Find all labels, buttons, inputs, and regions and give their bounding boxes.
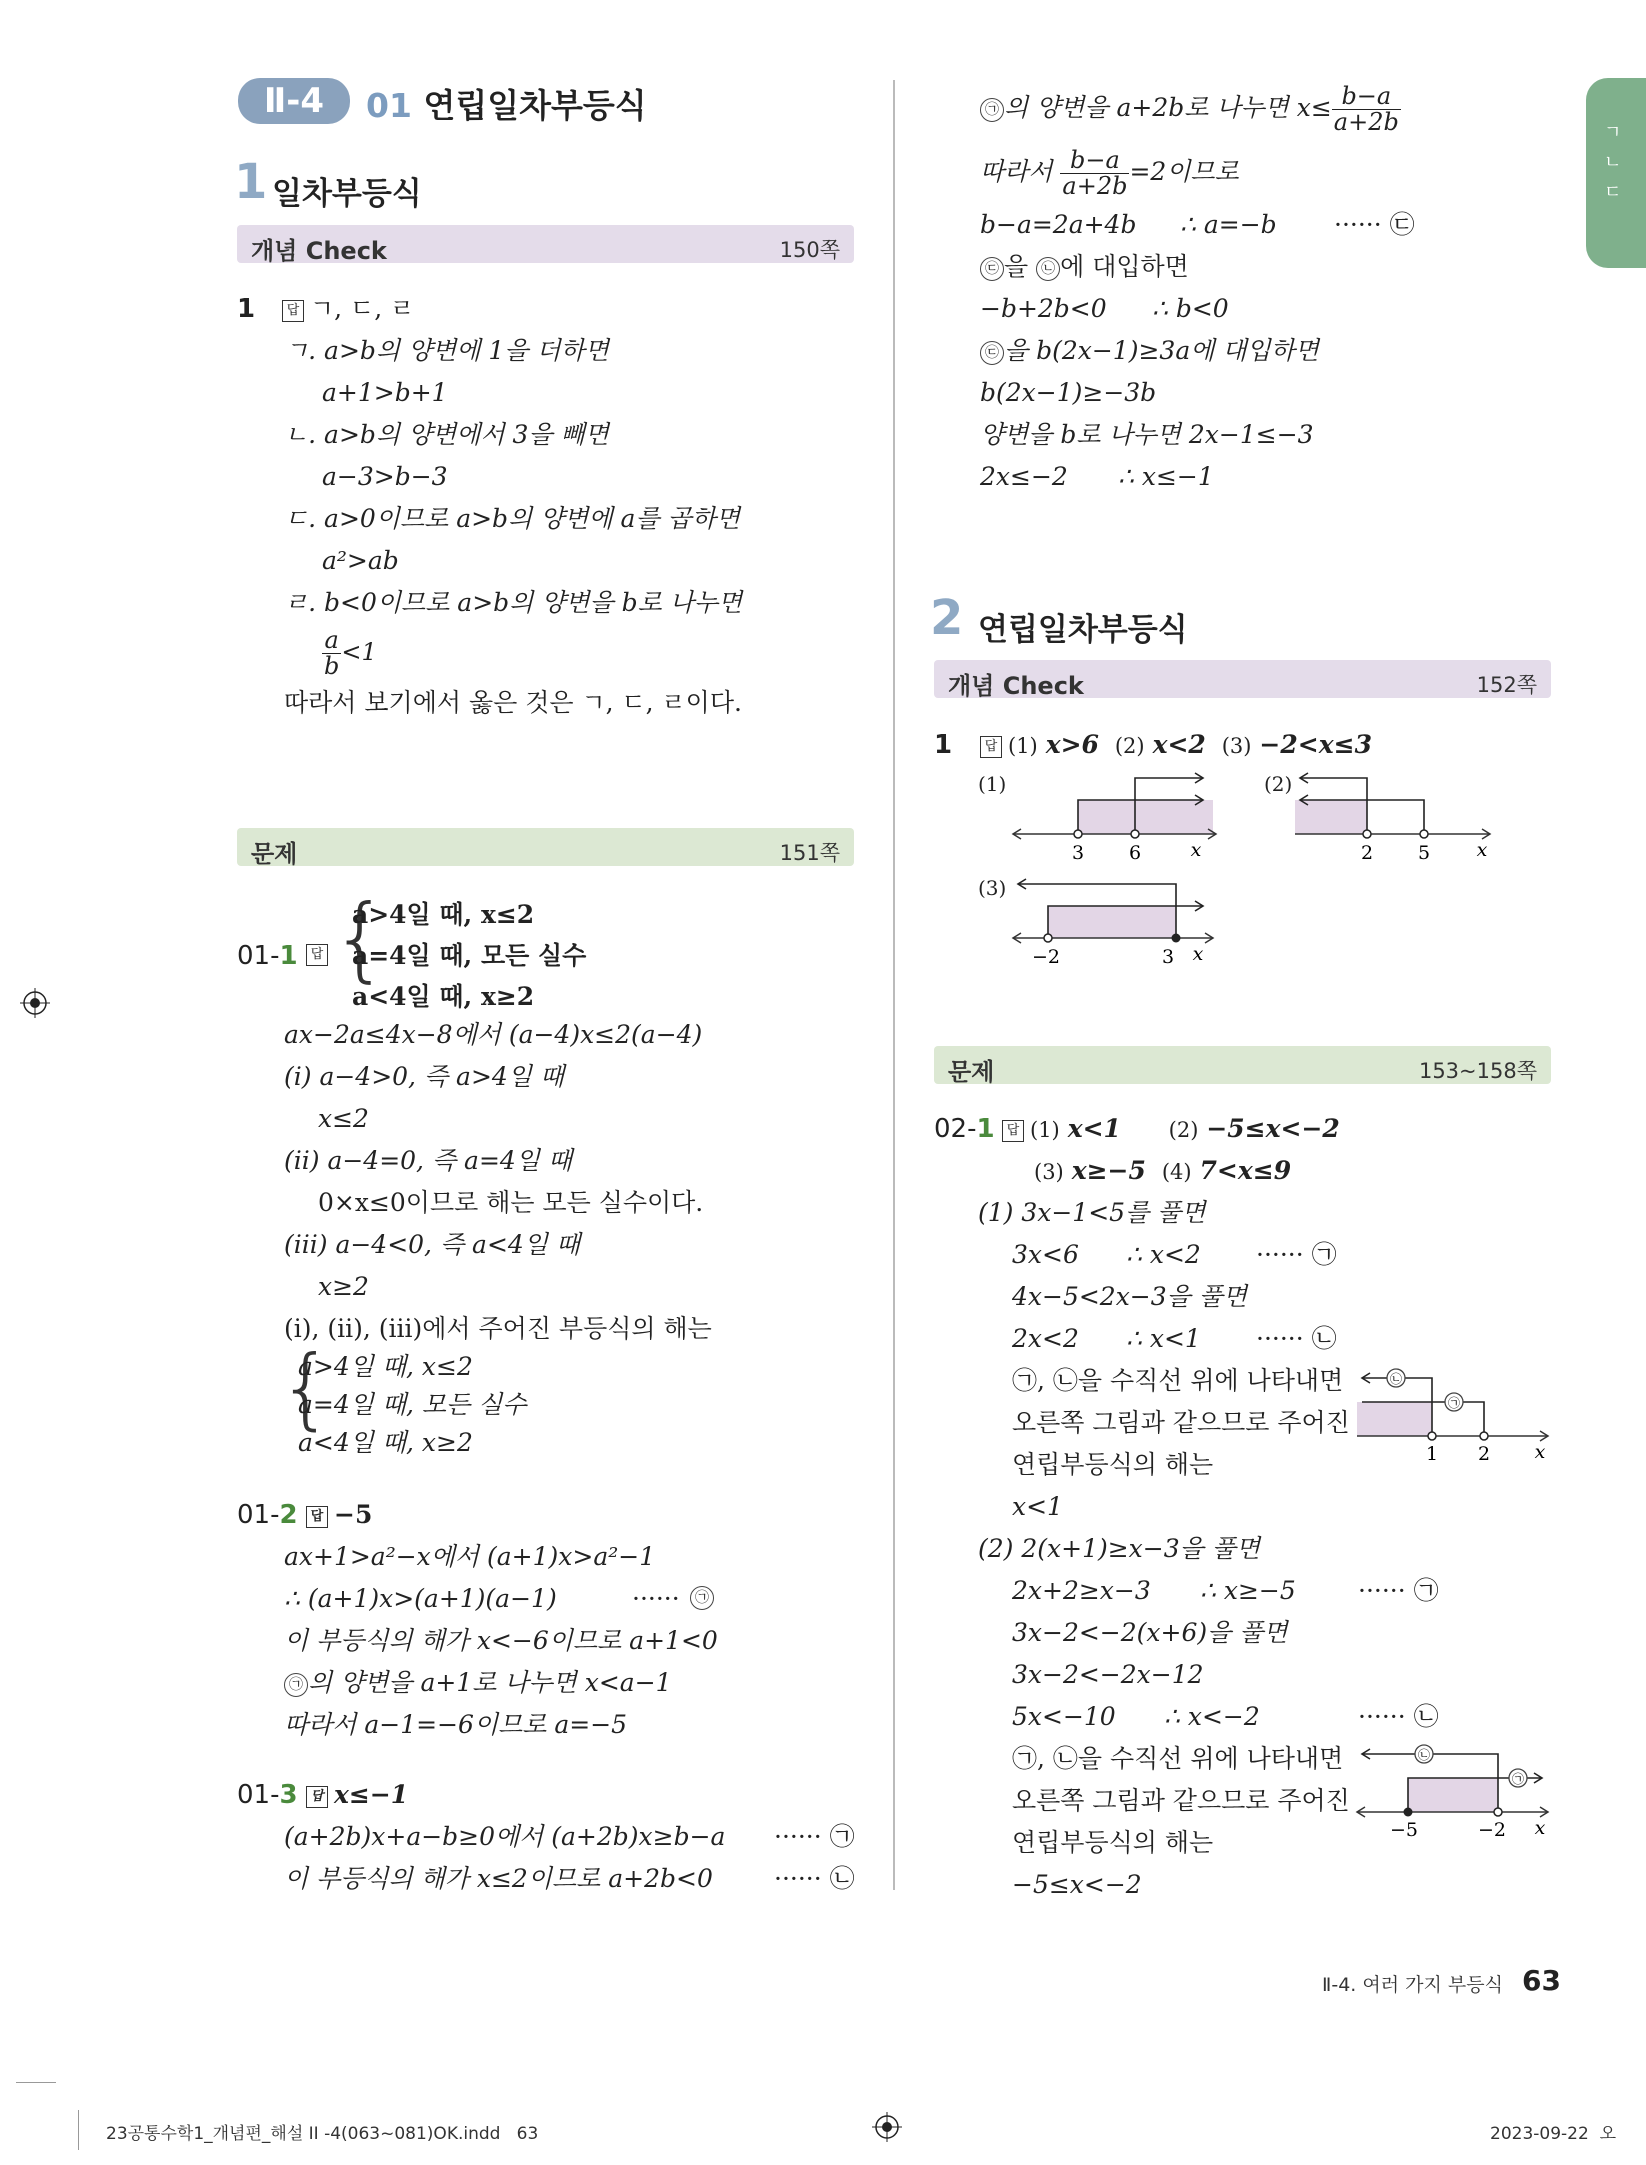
page-number: 63	[1522, 1964, 1561, 1997]
solution-line: ㄹ. b<0이므로 a>b의 양변을 b로 나누면	[284, 588, 743, 617]
circle-label-icon: ㉠	[980, 98, 1004, 122]
number-line-graph-3	[1008, 872, 1228, 972]
chapter-side-tab	[1586, 78, 1646, 268]
axis-label: x	[1534, 1817, 1546, 1839]
solution-line: 따라서 a−1=−6이므로 a=−5	[284, 1710, 628, 1739]
tick-label: 5	[1417, 842, 1431, 864]
solution-line: a−3>b−3	[322, 462, 448, 491]
fraction-numerator: b−a	[1060, 148, 1129, 174]
shaded-region	[1048, 906, 1176, 938]
fraction-line	[322, 628, 377, 679]
solution-line: 2x+2≥x−3	[1012, 1576, 1151, 1605]
axis-label: x	[1534, 1441, 1546, 1463]
answer-line	[306, 1782, 408, 1808]
problem-label: 문제	[948, 1058, 995, 1086]
tick-label: −5	[1389, 1819, 1419, 1841]
result-case: a=4일 때, 모든 실수	[298, 1390, 527, 1419]
problem-number	[934, 1116, 995, 1142]
answer-case: a>4일 때, x≤2	[352, 900, 535, 929]
answer-mark-icon: 답	[306, 1506, 328, 1528]
answer-part: (3)	[1034, 1160, 1064, 1184]
answer-part: (1)	[1030, 1118, 1060, 1142]
answer-part: (4)	[1161, 1160, 1192, 1184]
closed-point	[1404, 1808, 1413, 1817]
concept-check-label: 개념 Check	[948, 672, 1084, 700]
solution-line: ㉠, ㉡을 수직선 위에 나타내면	[1012, 1366, 1344, 1395]
problem-number	[237, 943, 298, 969]
solution-line: −5≤x<−2	[1012, 1870, 1142, 1899]
shaded-region	[1408, 1778, 1498, 1812]
open-point	[1494, 1808, 1502, 1816]
tag-line: ······ ㉢	[1334, 210, 1415, 239]
solution-line: b(2x−1)≥−3b	[980, 378, 1157, 407]
fraction-numerator: b−a	[1332, 84, 1401, 110]
graph-label: (2)	[1264, 772, 1293, 796]
solution-line: ax+1>a²−x에서 (a+1)x>a²−1	[284, 1542, 656, 1571]
problem-page: 151쪽	[779, 841, 840, 865]
answer-mark-icon: 답	[306, 944, 328, 966]
solution-line: ∴ x≤−1	[1118, 462, 1214, 491]
concept-check-page: 150쪽	[779, 238, 840, 262]
answer-line	[1002, 1116, 1340, 1142]
tick-label: 3	[1071, 842, 1085, 864]
lesson-title: 연립일차부등식	[423, 86, 647, 125]
solution-text: 의 양변을 a+2b로 나누면 x≤	[1004, 93, 1332, 123]
problem-label-num: 1	[976, 1114, 995, 1144]
problem-label-num: 1	[279, 941, 298, 971]
open-point	[1363, 830, 1371, 838]
footer-chapter: Ⅱ-4. 여러 가지 부등식	[1322, 1974, 1503, 1996]
problem-label-num: 3	[279, 1780, 298, 1810]
answer-mark-icon: 답	[306, 1786, 328, 1808]
solution-line: ax−2a≤4x−8에서 (a−4)x≤2(a−4)	[284, 1020, 703, 1049]
solution-line: 4x−5<2x−3을 풀면	[1012, 1282, 1248, 1311]
solution-line: (ⅰ), (ⅱ), (ⅲ)에서 주어진 부등식의 해는	[284, 1314, 712, 1343]
answer-part: x<2	[1152, 730, 1206, 759]
axis-label: x	[1190, 839, 1202, 861]
solution-line	[284, 1670, 672, 1697]
brace-icon: {	[278, 1336, 334, 1439]
answer-part: x≥−5	[1071, 1156, 1146, 1185]
solution-line: (2) 2(x+1)≥x−3을 풀면	[978, 1534, 1261, 1563]
solution-line: 이 부등식의 해가 x≤2이므로 a+2b<0	[284, 1864, 713, 1893]
circle-label-icon: ㉢	[980, 341, 1004, 365]
graph-label: (1)	[978, 772, 1007, 796]
solution-text: 에 대입하면	[1060, 252, 1189, 281]
tag-line: ······ ㉡	[774, 1864, 855, 1893]
solution-text: 을 b(2x−1)≥3a에 대입하면	[1004, 336, 1319, 365]
solution-line: ∴ (a+1)x>(a+1)(a−1)	[284, 1584, 557, 1613]
registration-mark-icon	[872, 2112, 902, 2142]
answer-case: a=4일 때, 모든 실수	[352, 941, 587, 970]
solution-line: (ⅲ) a−4<0, 즉 a<4일 때	[284, 1230, 581, 1259]
solution-line: (a+2b)x+a−b≥0에서 (a+2b)x≥b−a	[284, 1822, 726, 1851]
section1-title: 일차부등식	[272, 176, 422, 212]
concept-check-bar-1	[237, 225, 854, 263]
solution-line: 오른쪽 그림과 같으므로 주어진	[1012, 1786, 1350, 1815]
solution-line	[980, 148, 1239, 199]
answer-mark-icon: 답	[1002, 1120, 1024, 1142]
answer-line	[306, 1502, 372, 1528]
answer-part: x<1	[1067, 1114, 1121, 1143]
open-point	[1428, 1432, 1436, 1440]
circle-label: ㉡	[1417, 1748, 1431, 1762]
solution-line: b−a=2a+4b	[980, 210, 1137, 239]
solution-line: 0×x≤0이므로 해는 모든 실수이다.	[318, 1188, 704, 1217]
tick-label: −2	[1031, 946, 1061, 968]
solution-line: 3x−2<−2(x+6)을 풀면	[1012, 1618, 1288, 1647]
solution-line: a+1>b+1	[322, 378, 448, 407]
fraction-denominator: a+2b	[1062, 172, 1128, 201]
tag-line: ······ ㉠	[774, 1822, 855, 1851]
result-case: a>4일 때, x≤2	[298, 1352, 473, 1381]
open-point	[1480, 1432, 1488, 1440]
tag-dots: ······	[632, 1584, 680, 1613]
side-tab-text: ㄱ ㄴ ㄷ	[1604, 122, 1622, 203]
problem-label-prefix: 01-	[237, 941, 280, 971]
open-point	[1074, 830, 1082, 838]
problem-label-prefix: 01-	[237, 1500, 280, 1530]
brace-icon: {	[331, 885, 390, 992]
circle-label-icon: ㉡	[1036, 257, 1060, 281]
footer-filename: 23공통수학1_개념편_해설 II -4(063~081)OK.indd 63	[106, 2124, 539, 2144]
solution-line: a²>ab	[322, 546, 399, 575]
tick-label: −2	[1477, 1819, 1507, 1841]
number-line-graph-a	[1352, 1362, 1552, 1465]
solution-line: x<1	[1012, 1492, 1063, 1521]
solution-line: ㉠, ㉡을 수직선 위에 나타내면	[1012, 1744, 1344, 1773]
axis-label: x	[1192, 943, 1204, 965]
solution-line: x≤2	[318, 1104, 369, 1133]
answer-part: 7<x≤9	[1199, 1156, 1292, 1185]
shaded-region	[1295, 800, 1367, 834]
circle-label-icon: ㉠	[284, 1673, 308, 1697]
problem-number	[237, 1782, 298, 1808]
answer-part: −2<x≤3	[1259, 730, 1372, 759]
chapter-badge-text: Ⅱ-4	[263, 81, 325, 121]
solution-line: (ⅱ) a−4=0, 즉 a=4일 때	[284, 1146, 573, 1175]
open-point	[1420, 830, 1428, 838]
crop-mark	[78, 2110, 79, 2150]
solution-line: 이 부등식의 해가 x<−6이므로 a+1<0	[284, 1626, 718, 1655]
solution-line: −b+2b<0	[980, 294, 1107, 323]
number-line-graph-1	[1008, 770, 1228, 870]
shaded-region	[1357, 1402, 1432, 1436]
solution-text: 따라서	[980, 157, 1053, 187]
answer-mark-icon: 답	[980, 736, 1002, 758]
answer-line	[1034, 1158, 1291, 1183]
concept-check-page: 152쪽	[1476, 673, 1537, 697]
solution-line: ∴ a=−b	[1180, 210, 1277, 239]
solution-line: 따라서 보기에서 옳은 것은 ㄱ, ㄷ, ㄹ이다.	[284, 688, 742, 717]
solution-line: (ⅰ) a−4>0, 즉 a>4일 때	[284, 1062, 565, 1091]
footer-date: 2023-09-22 오	[1490, 2124, 1617, 2144]
tag-line: ······ ㉡	[1358, 1702, 1439, 1731]
problem-label-prefix: 01-	[237, 1780, 280, 1810]
lesson-number: 01	[366, 86, 412, 125]
axis-label: x	[1476, 839, 1488, 861]
registration-mark-icon	[20, 988, 50, 1018]
answer-text: x≤−1	[334, 1780, 409, 1809]
section2-title: 연립일차부등식	[978, 612, 1188, 648]
circle-label: ㉠	[1511, 1772, 1525, 1786]
solution-line: 양변을 b로 나누면 2x−1≤−3	[980, 420, 1314, 449]
answer-part: (1)	[1008, 734, 1038, 758]
solution-line: ∴ x≥−5	[1200, 1576, 1296, 1605]
fraction-denominator: b	[324, 652, 340, 681]
problem-label: 문제	[251, 840, 298, 868]
solution-text: 을	[1004, 252, 1037, 281]
answer-line	[282, 296, 414, 322]
solution-text: =2이므로	[1129, 157, 1239, 187]
chapter-badge	[238, 78, 350, 124]
solution-line: 오른쪽 그림과 같으므로 주어진	[1012, 1408, 1350, 1437]
tick-label: 3	[1161, 946, 1175, 968]
concept-check-label: 개념 Check	[251, 237, 387, 265]
solution-line	[980, 338, 1319, 365]
solution-line: ㄴ. a>b의 양변에서 3을 빼면	[284, 420, 609, 449]
answer-line	[980, 732, 1372, 758]
solution-line	[980, 84, 1401, 135]
answer-part: (2)	[1114, 734, 1145, 758]
solution-line: ∴ b<0	[1152, 294, 1229, 323]
fraction-denominator: a+2b	[1333, 108, 1399, 137]
graph-label: (3)	[978, 876, 1007, 900]
tag-line: ······ ㉠	[1256, 1240, 1337, 1269]
section1-number: 1	[234, 154, 268, 210]
lesson-heading	[366, 80, 647, 127]
solution-line: ∴ x<−2	[1164, 1702, 1260, 1731]
solution-line: 5x<−10	[1012, 1702, 1116, 1731]
answer-part: x>6	[1045, 730, 1099, 759]
solution-line: 3x<6	[1012, 1240, 1079, 1269]
solution-line: x≥2	[318, 1272, 369, 1301]
circle-label-icon: ㉠	[690, 1586, 714, 1610]
circle-label-icon: ㉢	[980, 257, 1004, 281]
concept-check-bar-2	[934, 660, 1551, 698]
solution-line: 연립부등식의 해는	[1012, 1450, 1214, 1479]
answer-text: ㄱ, ㄷ, ㄹ	[310, 294, 415, 323]
solution-line	[980, 254, 1189, 281]
number-line-graph-2	[1290, 770, 1510, 870]
tick-label: 2	[1360, 842, 1374, 864]
solution-text: 의 양변을 a+1로 나누면 x<a−1	[308, 1668, 672, 1697]
solution-line: 연립부등식의 해는	[1012, 1828, 1214, 1857]
answer-text: −5	[334, 1500, 373, 1529]
problem-label-prefix: 02-	[934, 1114, 977, 1144]
section2-number: 2	[930, 590, 964, 646]
answer-part: −5≤x<−2	[1206, 1114, 1340, 1143]
tick-label: 2	[1477, 1443, 1491, 1465]
solution-line: 2x≤−2	[980, 462, 1068, 491]
question-number: 1	[934, 730, 953, 760]
solution-line: (1) 3x−1<5를 풀면	[978, 1198, 1206, 1227]
solution-line: ㄷ. a>0이므로 a>b의 양변에 a를 곱하면	[284, 504, 740, 533]
problem-number	[237, 1502, 298, 1528]
circle-label: ㉠	[1447, 1396, 1461, 1410]
question-number: 1	[237, 294, 256, 324]
solution-line: ∴ x<1	[1126, 1324, 1201, 1353]
open-point	[1044, 934, 1052, 942]
closed-point	[1172, 934, 1181, 943]
fraction-rest: <1	[341, 638, 377, 667]
circle-label: ㉡	[1389, 1372, 1403, 1386]
solution-line: 2x<2	[1012, 1324, 1079, 1353]
solution-line: ㄱ. a>b의 양변에 1을 더하면	[284, 336, 609, 365]
problem-page: 153~158쪽	[1418, 1059, 1537, 1083]
tag-line: ······ ㉡	[1256, 1324, 1337, 1353]
column-divider	[893, 80, 895, 1890]
crop-mark	[16, 2082, 56, 2083]
shaded-region	[1078, 800, 1213, 834]
number-line-graph-b	[1352, 1740, 1552, 1840]
tag-line: ······ ㉠	[1358, 1576, 1439, 1605]
tick-label: 1	[1425, 1443, 1439, 1465]
problem-label-num: 2	[279, 1500, 298, 1530]
fraction-numerator: a	[322, 628, 341, 654]
problem-bar-2	[934, 1046, 1551, 1084]
answer-case: a<4일 때, x≥2	[352, 982, 535, 1011]
solution-line: 3x−2<−2x−12	[1012, 1660, 1204, 1689]
solution-line: ∴ x<2	[1126, 1240, 1201, 1269]
tick-label: 6	[1128, 842, 1142, 864]
answer-mark-icon: 답	[282, 300, 304, 322]
result-case: a<4일 때, x≥2	[298, 1428, 473, 1457]
answer-part: (2)	[1168, 1118, 1199, 1142]
answer-part: (3)	[1221, 734, 1252, 758]
open-point	[1131, 830, 1139, 838]
problem-bar-1	[237, 828, 854, 866]
